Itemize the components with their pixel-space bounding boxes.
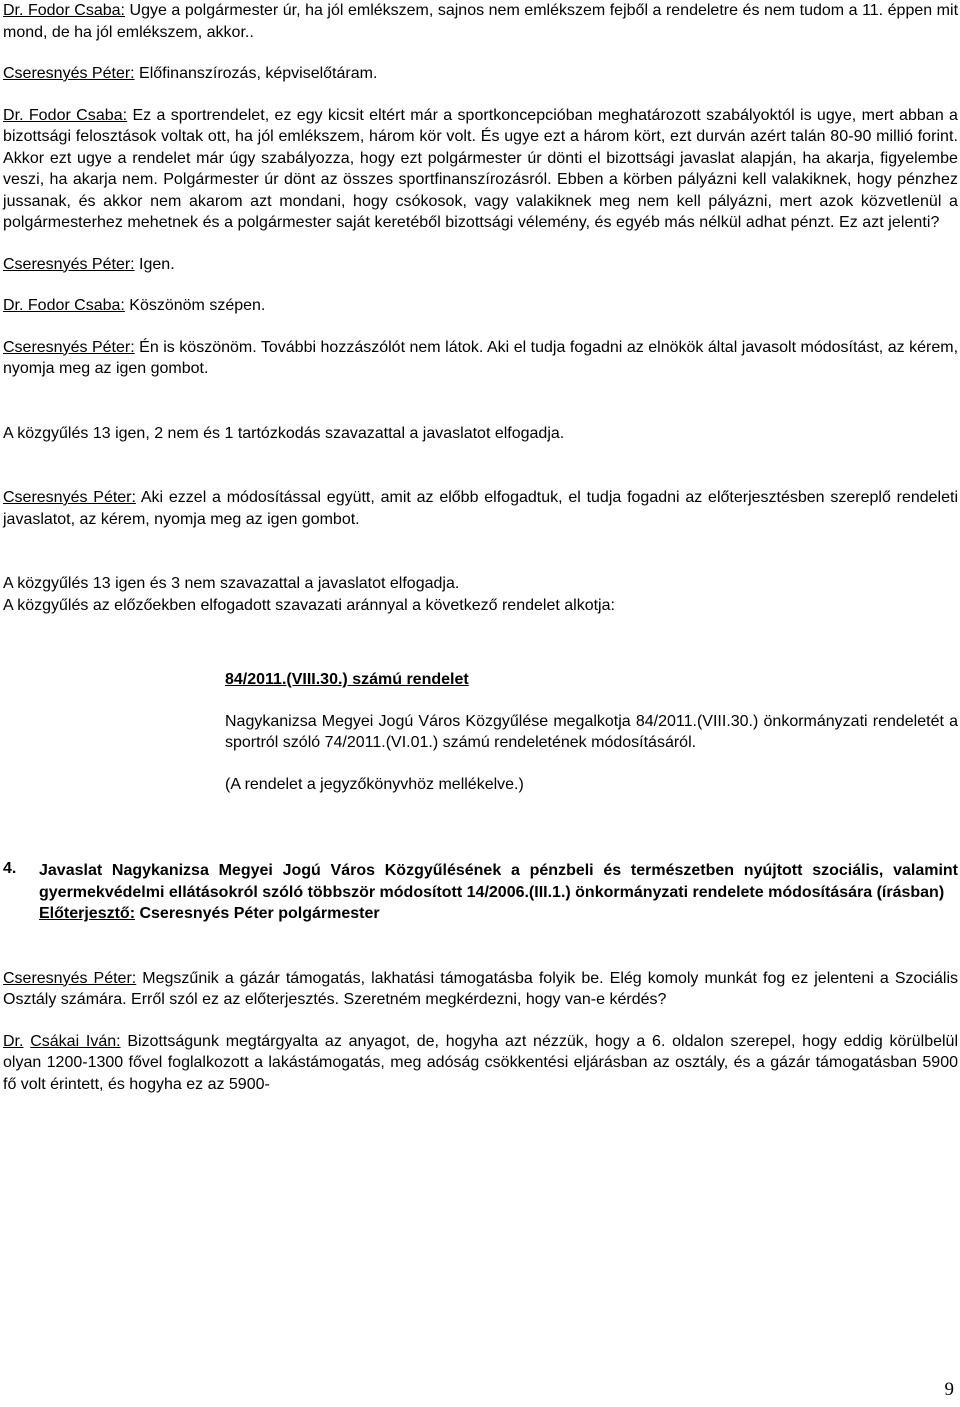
paragraph-7: Cseresnyés Péter: Aki ezzel a módosítással együtt, amit az előbb elfogadtuk, el tudja fogadni az előterjesztésben szereplő rendeleti javaslatot, az kérem, nyomja meg az igen gombot. (3, 489, 959, 528)
paragraph-8: Cseresnyés Péter: Megszűnik a gázár támogatás, lakhatási támogatásba folyik be. Elég komoly munkát fog ez jelenteni a Szociális Osztály számára. Erről szól ez az előterjesztés. Szeretném megkérdezni, hogy van-e kérdés? (3, 969, 959, 1008)
agenda-item-4 (3, 860, 958, 925)
paragraph-5: Dr. Fodor Csaba: Köszönöm szépen. (3, 297, 266, 314)
speaker-fodor: Dr. Fodor Csaba: (3, 2, 126, 19)
decree-note: (A rendelet a jegyzőkönyvhöz mellékelve.) (225, 775, 524, 793)
paragraph-9: Dr. Csákai Iván: Bizottságunk megtárgyalta az anyagot, de, hogyha azt nézzük, hogy a 6. oldalon szerepel, hogy eddig körülbelül olyan 1200-1300 fővel foglalkozott a lakástámogatás, meg adóság csökkentési eljárásban az osztály, és a gázár támogatásban 5900 fő volt érintett, és hogyha ez az 5900- (3, 1032, 959, 1093)
paragraph-4: Cseresnyés Péter: Igen. (3, 255, 175, 273)
decree-text: Nagykanizsa Megyei Jogú Város Közgyűlése megalkotja 84/2011.(VIII.30.) önkormányzati rendeletét a sportról szóló 74/2011.(VI.01.) számú rendeletének módosításáról. (225, 712, 958, 751)
paragraph-6: Cseresnyés Péter: Én is köszönöm. További hozzászólót nem látok. Aki el tudja fogadni az elnökök által javasolt módosítást, az kérem, nyomja meg az igen gombot. (3, 338, 959, 377)
speaker-cseresnyes: Cseresnyés Péter: (3, 65, 135, 82)
presenter-label: Előterjesztő: (39, 905, 136, 922)
speaker-cseresnyes: Cseresnyés Péter: (3, 255, 135, 273)
speaker-cseresnyes: Cseresnyés Péter: (3, 338, 135, 356)
vote-result-1: A közgyűlés 13 igen, 2 nem és 1 tartózkodás szavazattal a javaslatot elfogadja. (3, 424, 565, 442)
speaker-fodor: Dr. Fodor Csaba: (3, 106, 128, 124)
vote-result-2: A közgyűlés 13 igen és 3 nem szavazattal a javaslatot elfogadja. (3, 575, 460, 592)
paragraph-3: Dr. Fodor Csaba: Ez a sportrendelet, ez egy kicsit eltért már a sportkoncepcióban meghatározott szabályoktól is ugye, mert abban a bizottsági felosztások voltak ott, ha jól emlékszem, három kör volt. És ugye ezt a három kört, ezt durván azért talán 80-90 millió forint. Akkor ezt ugye a rendelet már úgy szabályozza, hogy ezt polgármester úr dönti el bizottsági javaslat alapján, ha akarja, figyelembe veszi, ha akarja nem. Polgármester úr dönt az összes sportfinanszírozásról. Ebben a körben pályázni kell valakiknek, hogy pénzhez jussanak, és akkor nem akarom azt mondani, hogy csókosok, vagy valakiknek meg nem kell pályázni, mert azok közvetlenül a polgármesterhez mehetnek és a polgármester saját keretéből bizottsági vélemény, és egyéb más nélkül adhat pénzt. Ez azt jelenti? (3, 106, 958, 231)
paragraph-1: Dr. Fodor Csaba: Ugye a polgármester úr, ha jól emlékszem, sajnos nem emlékszem fejből a rendeletre és nem tudom a 11. éppen mit mond, de ha jól emlékszem, akkor.. (3, 2, 959, 41)
speaker-cseresnyes: Cseresnyés Péter: (3, 969, 137, 987)
vote-result-3: A közgyűlés az előzőekben elfogadott szavazati aránnyal a következő rendelet alkotja: (3, 596, 615, 614)
speaker-csakai: Csákai Iván: (30, 1032, 121, 1050)
decree-title: 84/2011.(VIII.30.) számú rendelet (225, 671, 469, 688)
agenda-item-title: Javaslat Nagykanizsa Megyei Jogú Város Közgyűlésének a pénzbeli és természetben nyújtott szociális, valamint gyermekvédelmi ellátásokról szóló többször módosított 14/2006.(III.1.) önkormányzati rendelete módosítására (írásban) (39, 862, 958, 901)
agenda-item-number: 4. (3, 860, 17, 877)
paragraph-2: Cseresnyés Péter: Előfinanszírozás, képviselőtáram. (3, 65, 378, 82)
speaker-fodor: Dr. Fodor Csaba: (3, 297, 125, 314)
document-page (3, 0, 958, 1095)
presenter-name: Cseresnyés Péter polgármester (135, 905, 380, 922)
speaker-dr: Dr. (3, 1032, 24, 1050)
speaker-cseresnyes: Cseresnyés Péter: (3, 489, 136, 506)
decree-block (225, 669, 958, 795)
page-number: 9 (944, 1379, 954, 1400)
